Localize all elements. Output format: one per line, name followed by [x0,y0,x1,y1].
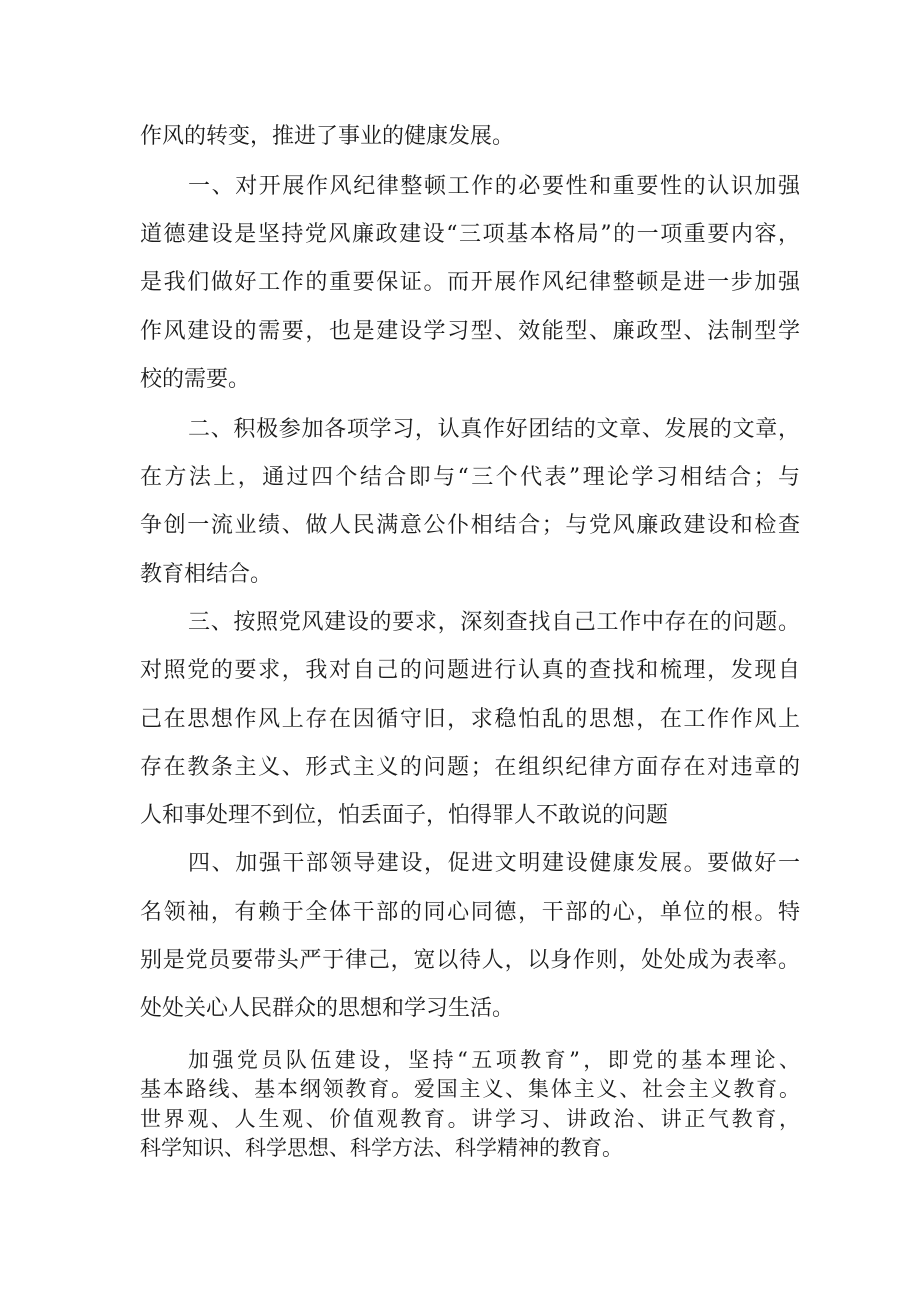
paragraph-line: 处处关心人民群众的思想和学习生活。 [140,996,515,1021]
paragraph-line: 别是党员要带头严于律己，宽以待人，以身作则，处处成为表率。 [140,948,800,973]
paragraph-line: 存在教条主义、形式主义的问题；在组织纪律方面存在对违章的 [140,755,800,780]
paragraph-line: 世界观、人生观、价值观教育。讲学习、讲政治、讲正气教育， [140,1107,800,1131]
paragraph-line: 加强党员队伍建设，坚持“五项教育”，即党的基本理论、 [188,1048,800,1072]
paragraph-line: 作风建设的需要，也是建设学习型、效能型、廉政型、法制型学 [140,319,800,344]
paragraph-line: 科学知识、科学思想、科学方法、科学精神的教育。 [140,1136,623,1160]
paragraph-line: 在方法上，通过四个结合即与“三个代表”理论学习相结合；与 [140,465,800,490]
paragraph-line: 校的需要。 [140,367,251,392]
paragraph-line: 是我们做好工作的重要保证。而开展作风纪律整顿是进一步加强 [140,270,800,295]
paragraph-line: 道德建设是坚持党风廉政建设“三项基本格局”的一项重要内容， [140,222,800,247]
paragraph-line: 四、加强干部领导建设，促进文明建设健康发展。要做好一 [188,851,800,876]
paragraph-line: 作风的转变，推进了事业的健康发展。 [140,124,515,149]
paragraph-line: 对照党的要求，我对自己的问题进行认真的查找和梳理，发现自 [140,658,800,683]
paragraph-line: 名领袖，有赖于全体干部的同心同德，干部的心，单位的根。特 [140,900,800,925]
paragraph-line: 三、按照党风建设的要求，深刻查找自己工作中存在的问题。 [188,610,800,635]
paragraph-line: 基本路线、基本纲领教育。爱国主义、集体主义、社会主义教育。 [140,1077,800,1101]
paragraph-line: 教育相结合。 [140,562,273,587]
paragraph-line: 己在思想作风上存在因循守旧，求稳怕乱的思想，在工作作风上 [140,707,800,732]
paragraph-line: 争创一流业绩、做人民满意公仆相结合；与党风廉政建设和检查 [140,513,800,538]
paragraph-line: 一、对开展作风纪律整顿工作的必要性和重要性的认识加强 [188,174,800,199]
paragraph-line: 人和事处理不到位，怕丢面子，怕得罪人不敢说的问题 [140,803,669,828]
paragraph-line: 二、积极参加各项学习，认真作好团结的文章、发展的文章， [188,417,800,442]
